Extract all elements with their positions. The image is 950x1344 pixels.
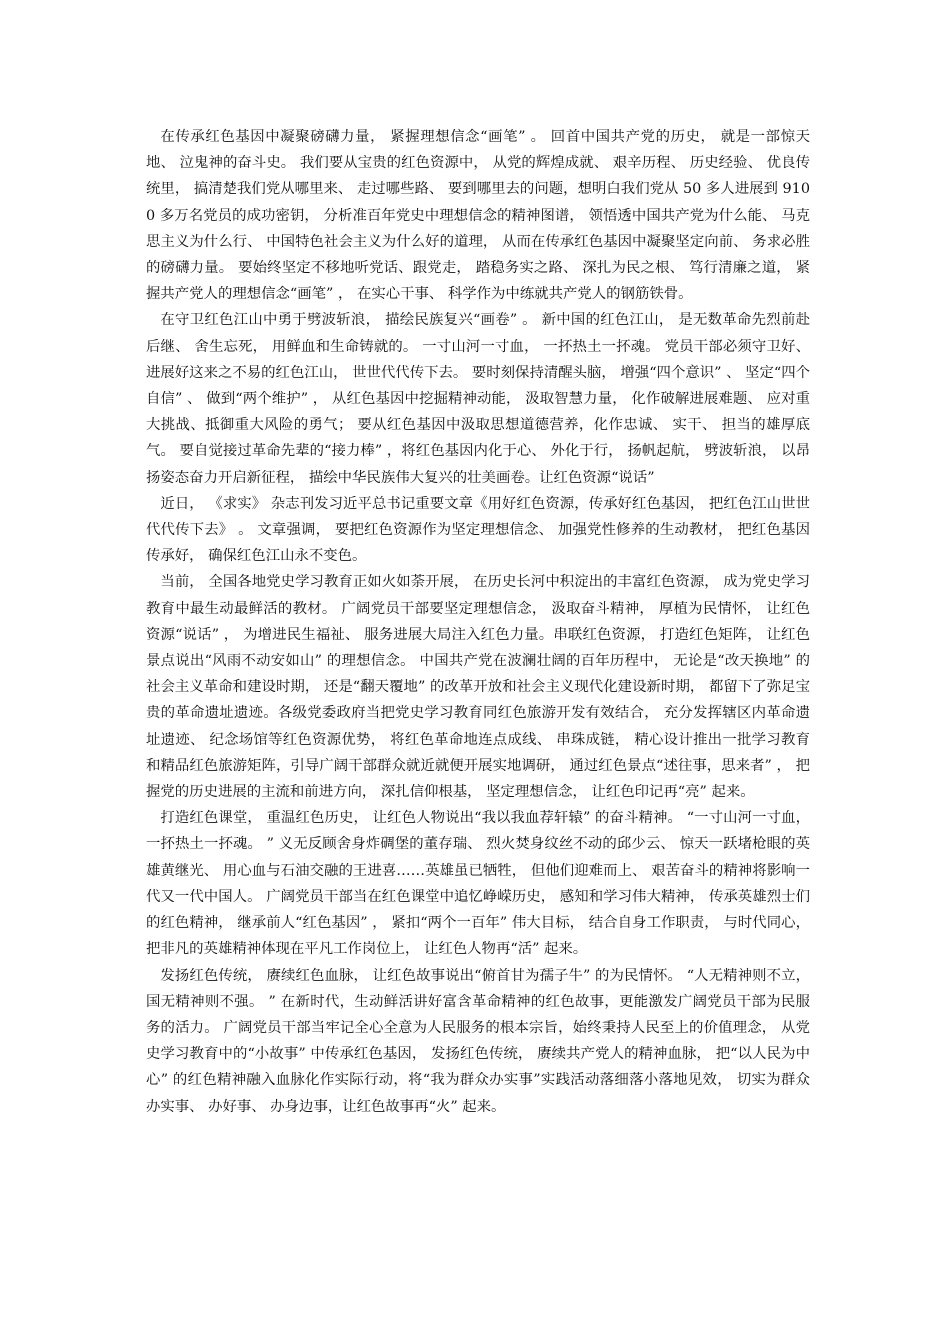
paragraph-heritage: 在传承红色基因中凝聚磅礴力量， 紧握理想信念“画笔” 。 回首中国共产党的历史， 就是一部惊天地、 泣鬼神的奋斗史。 我们要从宝贵的红色资源中， 从党的辉煌成就、 艰辛历程、 历史经验、 优良传统里， 搞清楚我们党从哪里来、 走过哪些路、 要到哪里去的问题，想明白我们党从 50 多人进展到 9100 多万名党员的成功密钥， 分析准百年党史中理想信念的精神图谱， 领悟透中国共产党为什么能、 马克思主义为什么行、 中国特色社会主义为什么好的道理， 从而在传承红色基因中凝聚坚定向前、 务求必胜的磅礴力量。 要始终坚定不移地听党话、跟党走， 踏稳务实之路、 深扎为民之根、 笃行清廉之道， 紧握共产党人的理想信念“画笔” ， 在实心干事、 科学作为中练就共产党人的钢筋铁骨。: [146, 129, 810, 303]
article-body: [146, 124, 810, 1120]
paragraph-qiushi-article: 近日， 《求实》 杂志刊发习近平总书记重要文章《用好红色资源，传承好红色基因， 把红色江山世世代代传下去》 。 文章强调， 要把红色资源作为坚定理想信念、 加强党性修养的生动教材， 把红色基因传承好， 确保红色江山永不变色。: [146, 495, 810, 565]
paragraph-red-resources: 当前， 全国各地党史学习教育正如火如荼开展， 在历史长河中积淀出的丰富红色资源， 成为党史学习教育中最生动最鲜活的教材。 广阔党员干部要坚定理想信念， 汲取奋斗精神， 厚植为民情怀， 让红色资源“说话” ， 为增进民生福祉、 服务进展大局注入红色力量。串联红色资源， 打造红色矩阵， 让红色景点说出“风雨不动安如山” 的理想信念。 中国共产党在波澜壮阔的百年历程中， 无论是“改天换地” 的社会主义革命和建设时期， 还是“翻天覆地” 的改革开放和社会主义现代化建设新时期， 都留下了弥足宝贵的革命遗址遗迹。各级党委政府当把党史学习教育同红色旅游开发有效结合， 充分发挥辖区内革命遗址遗迹、 纪念场馆等红色资源优势， 将红色革命地连点成线、 串珠成链， 精心设计推出一批学习教育和精品红色旅游矩阵，引导广阔干部群众就近就便开展实地调研， 通过红色景点“述往事，思来者” ， 把握党的历史进展的主流和前进方向， 深扎信仰根基， 坚定理想信念， 让红色印记再“亮” 起来。: [146, 574, 810, 801]
paragraph-red-tradition: 发扬红色传统， 赓续红色血脉， 让红色故事说出“俯首甘为孺子牛” 的为民情怀。 “人无精神则不立， 国无精神则不强。 ” 在新时代，生动鲜活讲好富含革命精神的红色故事，更能激发广阔党员干部为民服务的活力。 广阔党员干部当牢记全心全意为人民服务的根本宗旨，始终秉持人民至上的价值理念， 从党史学习教育中的“小故事” 中传承红色基因， 发扬红色传统， 赓续共产党人的精神血脉， 把“以人民为中心” 的红色精神融入血脉化作实际行动，将“我为群众办实事”实践活动落细落小落地见效， 切实为群众办实事、 办好事、 办身边事，让红色故事再“火” 起来。: [146, 967, 810, 1115]
paragraph-defend-red-land: 在守卫红色江山中勇于劈波斩浪， 描绘民族复兴“画卷” 。 新中国的红色江山， 是无数革命先烈前赴后继、 舍生忘死， 用鲜血和生命铸就的。 一寸山河一寸血， 一抔热土一抔魂。 党员干部必须守卫好、进展好这来之不易的红色江山， 世世代代传下去。 要时刻保持清醒头脑， 增强“四个意识” 、 坚定“四个自信” 、 做到“两个维护” ， 从红色基因中挖掘精神动能， 汲取智慧力量， 化作破解进展难题、 应对重大挑战、抵御重大风险的勇气； 要从红色基因中汲取思想道德营养，化作忠诚、 实干、 担当的雄厚底气。 要自觉接过革命先辈的“接力棒” ，将红色基因内化于心、 外化于行， 扬帆起航， 劈波斩浪， 以昂扬姿态奋力开启新征程， 描绘中华民族伟大复兴的壮美画卷。让红色资源“说话”: [146, 312, 810, 486]
paragraph-red-classroom: 打造红色课堂， 重温红色历史， 让红色人物说出“我以我血荐轩辕” 的奋斗精神。 “一寸山河一寸血， 一抔热土一抔魂。 ” 义无反顾舍身炸碉堡的董存瑞、 烈火焚身纹丝不动的邱少云、 惊天一跃堵枪眼的英雄黄继光、 用心血与石油交融的王进喜……英雄虽已牺牲， 但他们迎难而上、 艰苦奋斗的精神将影响一代又一代中国人。 广阔党员干部当在红色课堂中追忆峥嵘历史， 感知和学习伟大精神， 传承英雄烈士们的红色精神， 继承前人“红色基因” ， 紧扣“两个一百年” 伟大目标， 结合自身工作职责， 与时代同心， 把非凡的英雄精神体现在平凡工作岗位上， 让红色人物再“活” 起来。: [146, 810, 810, 958]
